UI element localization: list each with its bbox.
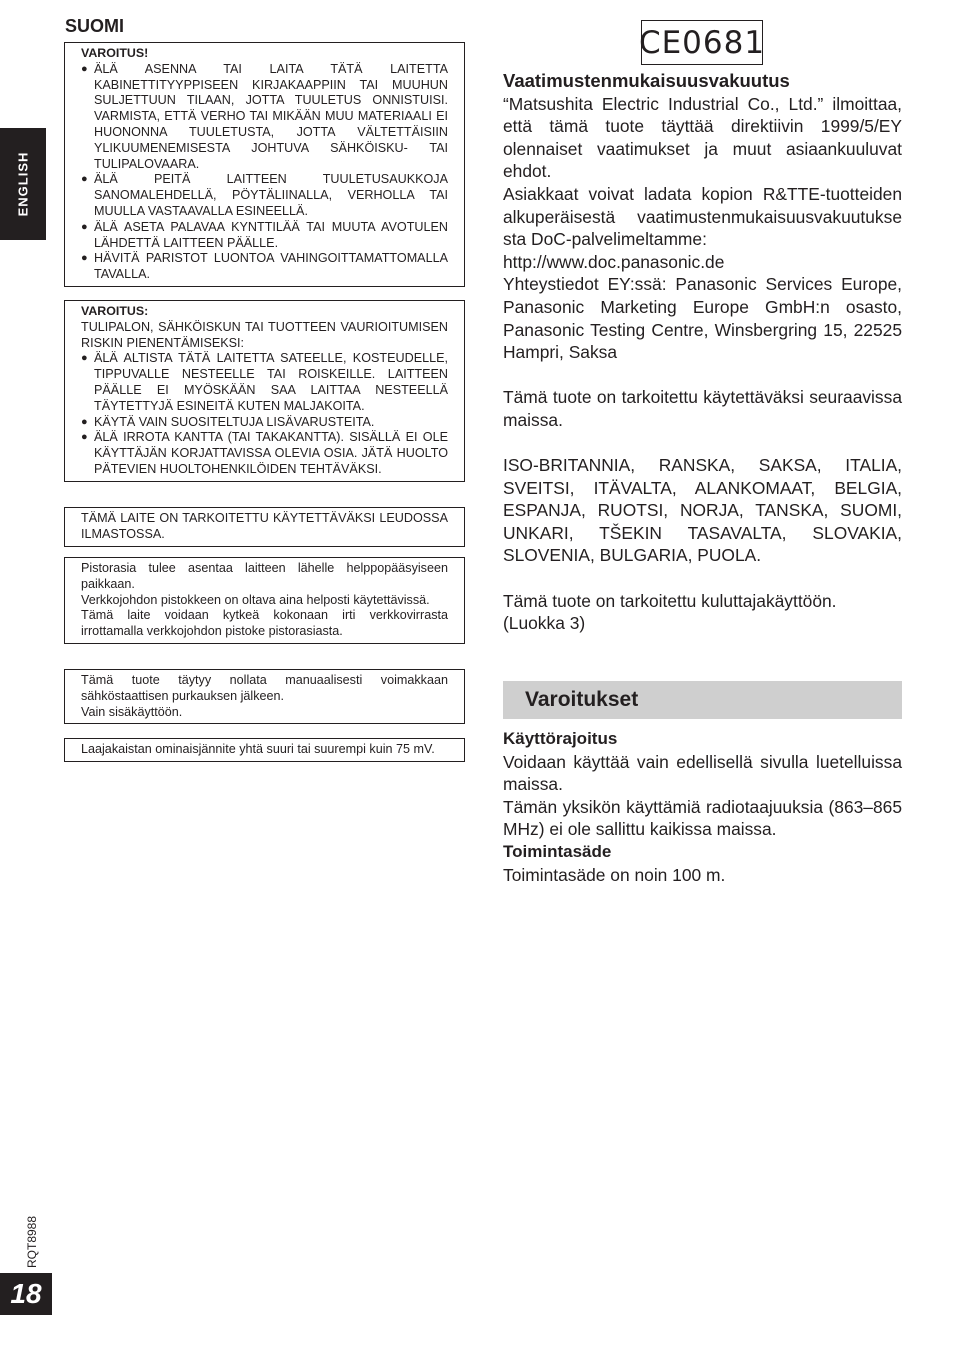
list-item: ● ÄLÄ ASETA PALAVAA KYNTTILÄÄ TAI MUUTA AVOTULEN LÄHDETTÄ LAITTEEN PÄÄLLE.: [81, 220, 448, 252]
conformity-paragraph-3: Yhteystiedot EY:ssä: Panasonic Services Europe, Panasonic Marketing Europe GmbH:n osasto, Panasonic Testing Centre, Winsbergring 15, 22525 Hampri, Saksa: [503, 274, 902, 363]
conformity-paragraph-4: Tämä tuote on tarkoitettu käytettäväksi seuraavissa maissa.: [503, 387, 902, 430]
broadband-note-box: [64, 738, 465, 762]
warning-box-1: [64, 42, 465, 287]
language-side-tab: [0, 128, 46, 240]
conformity-heading: Vaatimustenmukaisuusvakuutus: [503, 70, 790, 91]
warning-box-2-list: [81, 351, 448, 477]
range-text: Toimintasäde on noin 100 m.: [503, 864, 726, 885]
list-item: ● ÄLÄ PEITÄ LAITTEEN TUULETUSAUKKOJA SANOMALEHDELLÄ, PÖYTÄLIINALLA, VERHOLLA TAI MUULLA VASTAAVALLA ESINEELLÄ.: [81, 172, 448, 219]
side-tab-label: ENGLISH: [15, 151, 31, 217]
document-code: RQT8988: [25, 1215, 39, 1269]
warning-box-2-heading: VAROITUS:: [81, 304, 149, 318]
warnings-section-band: [503, 681, 902, 719]
usage-restriction-text-2: Tämän yksikön käyttämiä radiotaajuuksia (863–865 MHz) ei ole sallittu kaikissa maissa.: [503, 796, 902, 840]
power-outlet-line-2: Verkkojohdon pistokkeen on oltava aina helposti käytettävissä.: [81, 592, 430, 607]
power-outlet-box: [64, 557, 465, 644]
conformity-paragraph-1: “Matsushita Electric Industrial Co., Ltd.” ilmoittaa, että tämä tuote täyttää direktiivin 1999/5/EY olennaiset vaatimukset ja muut asiaankuuluvat ehdot.: [503, 93, 902, 182]
consumer-use-note: Tämä tuote on tarkoitettu kuluttajakäyttöön.: [503, 590, 837, 611]
warning-box-2-intro: TULIPALON, SÄHKÖISKUN TAI TUOTTEEN VAURIOITUMISEN RISKIN PIENENTÄMISEKSI:: [81, 319, 448, 350]
warning-box-2: [64, 300, 465, 482]
list-item: ● KÄYTÄ VAIN SUOSITELTUJA LISÄVARUSTEITA.: [81, 415, 448, 431]
list-item: ● ÄLÄ IRROTA KANTTA (TAI TAKAKANTTA). SISÄLLÄ EI OLE KÄYTTÄJÄN KORJATTAVISSA OLEVIA OSIA. JÄTÄ HUOLTO PÄTEVIEN HUOLTOHENKILÖIDEN TEHTÄVÄKSI.: [81, 430, 448, 477]
class-note: (Luokka 3): [503, 613, 586, 634]
climate-note-text: TÄMÄ LAITE ON TARKOITETTU KÄYTETTÄVÄKSI LEUDOSSA ILMASTOSSA.: [81, 511, 448, 541]
list-item: ● ÄLÄ ASENNA TAI LAITA TÄTÄ LAITETTA KABINETTITYYPPISEEN KIRJAKAAPPIIN TAI MUUHUN SULJETTUUN TILAAN, JOTTA TUULETUS ONNISTUISI. VARMISTA, ETTÄ VERHO TAI MIKÄÄN MUU MATERIAALI EI HUONONNA TUULETUSTA, JOTTA VÄLTETTÄISIIN YLIKUUMENEMISESTA JOHTUVA SÄHKÖISKU- TAI TULIPALOVAARA.: [81, 62, 448, 173]
conformity-section: [503, 70, 902, 635]
warning-box-1-list: [81, 62, 448, 283]
reset-note-line-1: Tämä tuote täytyy nollata manuaalisesti voimakkaan sähköstaattisen purkauksen jälkeen.: [81, 673, 448, 703]
power-outlet-line-3: Tämä laite voidaan kytkeä kokonaan irti verkkovirrasta irrottamalla verkkojohdon pistoke pistorasiasta.: [81, 608, 448, 639]
spacer: [503, 567, 902, 590]
warning-box-1-heading: VAROITUS!: [81, 46, 149, 60]
warnings-section-body: [503, 728, 902, 886]
warnings-section-title: Varoitukset: [525, 688, 639, 711]
conformity-url: http://www.doc.panasonic.de: [503, 251, 725, 272]
usage-restriction-heading: Käyttörajoitus: [503, 729, 618, 748]
reset-note-box: [64, 669, 465, 724]
list-item: ● HÄVITÄ PARISTOT LUONTOA VAHINGOITTAMATTOMALLA TAVALLA.: [81, 251, 448, 283]
broadband-note-text: Laajakaistan ominaisjännite yhtä suuri tai suurempi kuin 75 mV.: [81, 742, 435, 756]
usage-restriction-text-1: Voidaan käyttää vain edellisellä sivulla luetelluissa maissa.: [503, 751, 902, 795]
list-item: ● ÄLÄ ALTISTA TÄTÄ LAITETTA SATEELLE, KOSTEUDELLE, TIPPUVALLE NESTEELLE TAI ROISKEILLE. LAITTEEN PÄÄLLE EI MYÖSKÄÄN SAA LAITTAA NESTEELLÄ TÄYTETTYJÄ ESINEITÄ KUTEN MALJAKOITA.: [81, 351, 448, 414]
page-number: 18: [0, 1273, 52, 1315]
countries-list: ISO-BRITANNIA, RANSKA, SAKSA, ITALIA, SVEITSI, ITÄVALTA, ALANKOMAAT, BELGIA, ESPANJA, RUOTSI, NORJA, TANSKA, SUOMI, UNKARI, TŠEKIN TASAVALTA, SLOVAKIA, SLOVENIA, BULGARIA, PUOLA.: [503, 455, 902, 566]
spacer: [503, 432, 902, 455]
language-title: SUOMI: [65, 16, 125, 36]
power-outlet-line-1: Pistorasia tulee asentaa laitteen lähelle helppopääsyiseen paikkaan.: [81, 561, 448, 591]
ce-mark-logo: CE0681: [641, 20, 763, 65]
spacer: [503, 364, 902, 387]
range-heading: Toimintasäde: [503, 841, 612, 861]
climate-note-box: [64, 507, 465, 547]
conformity-paragraph-2: Asiakkaat voivat ladata kopion R&TTE-tuotteiden alkuperäisestä vaatimustenmukaisuusvakuutukse sta DoC-palvelimeltamme:: [503, 183, 902, 250]
reset-note-line-2: Vain sisäkäyttöön.: [81, 704, 183, 719]
